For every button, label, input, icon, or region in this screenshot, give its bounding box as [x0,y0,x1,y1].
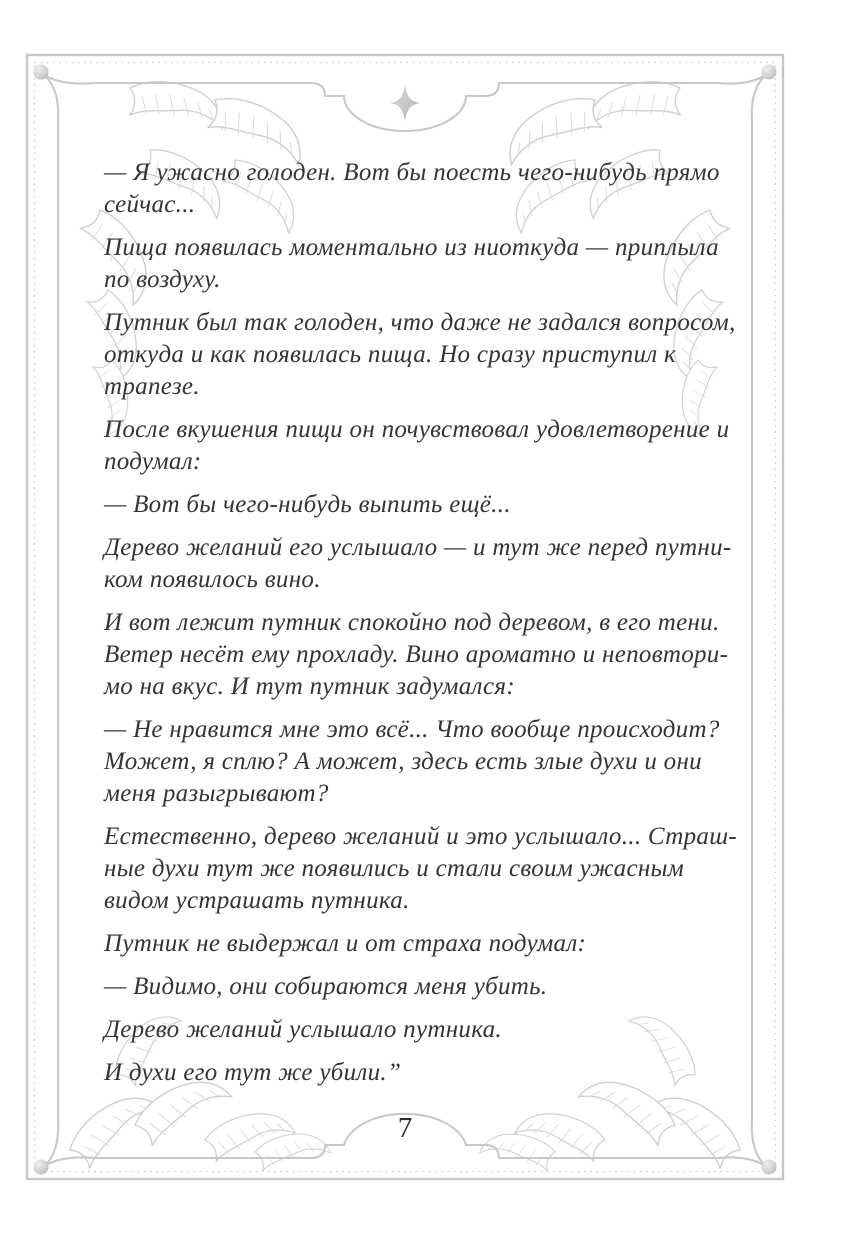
text-line: Ветер несёт ему прохладу. Вино ароматно и неповтори- [104,641,729,668]
story-text [104,157,749,1100]
corner-curve-top-left [43,74,95,120]
text-line: Естественно, дерево желаний и это услышало... Страш- [104,823,737,850]
corner-ball-icon [762,65,777,80]
text-line: — Вот бы чего-нибудь выпить ещё... [104,491,511,518]
corner-curve-top-right [718,74,767,120]
text-line: Путник не выдержал и от страха подумал: [104,930,587,957]
paragraph [104,232,749,296]
paragraph [104,414,749,478]
text-line: по воздуху. [104,266,221,293]
text-line: — Не нравится мне это всё... Что вообще происходит? [104,716,720,743]
text-line: — Видимо, они собираются меня убить. [104,973,548,1000]
text-line: — Я ужасно голоден. Вот бы поесть чего-нибудь прямо [104,159,720,186]
text-line: Дерево желаний его услышало — и тут же перед путни- [104,534,732,561]
paragraph [104,307,749,403]
corner-ball-icon [34,1160,49,1175]
paragraph [104,971,749,1003]
text-line: сейчас... [104,191,196,218]
paragraph [104,157,749,221]
text-line: откуда и как появилась пища. Но сразу приступил к [104,341,676,368]
text-line: И вот лежит путник спокойно под деревом, в его тени. [104,609,720,636]
paragraph [104,489,749,521]
text-line: меня разыгрывают? [104,780,329,807]
text-line: ные духи тут же появились и стали своим ужасным [104,855,685,882]
text-line: После вкушения пищи он почувствовал удовлетворение и [104,416,730,443]
paragraph [104,607,749,703]
text-line: ком появилось вино. [104,566,321,593]
corner-ball-icon [762,1160,777,1175]
paragraph [104,1014,749,1046]
text-line: подумал: [104,448,202,475]
text-line: Дерево желаний услышало путника. [104,1016,502,1043]
text-line: трапезе. [104,373,200,400]
page-number: 7 [397,1112,413,1144]
text-line: И духи его тут же убили.” [104,1059,402,1086]
sparkle-star-icon [390,85,420,121]
text-line: видом устрашать путника. [104,887,410,914]
paragraph [104,821,749,917]
paragraph [104,928,749,960]
paragraph [104,532,749,596]
text-line: Может, я сплю? А может, здесь есть злые духи и они [104,748,702,775]
paragraph [104,714,749,810]
paragraph [104,1057,749,1089]
text-line: Путник был так голоден, что даже не задался вопросом, [104,309,736,336]
text-line: Пища появилась моментально из ниоткуда — приплыла [104,234,719,261]
corner-ball-icon [34,65,49,80]
text-line: мо на вкус. И тут путник задумался: [104,673,515,700]
